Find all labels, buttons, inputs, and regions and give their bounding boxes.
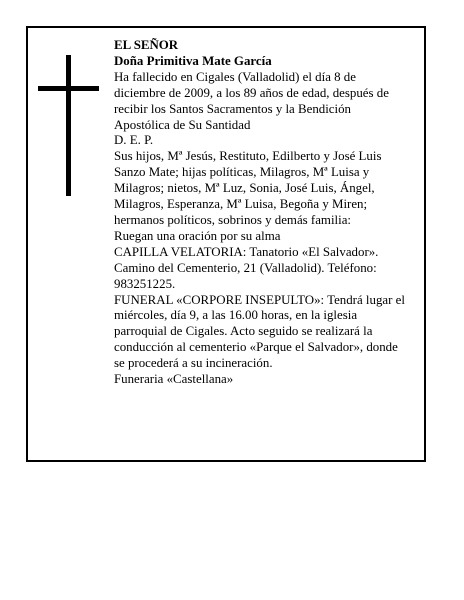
chapel-text-line: Camino del Cementerio, 21 (Valladolid). Teléfono: [114,260,377,275]
family-text-line: Milagros; nietos, Mª Luz, Sonia, José Luis, Ángel, [114,181,375,196]
death-text-line: Apostólica de Su Santidad [114,117,251,132]
funeral-text-line: miércoles, día 9, a las 16.00 horas, en la iglesia [114,308,358,323]
funeral-text-line: parroquial de Cigales. Acto seguido se realizará la [114,324,373,339]
funeral-text-line: conducción al cementerio «Parque el Salvador», donde [114,340,398,355]
death-text-line: Ha fallecido en Cigales (Valladolid) el día 8 de [114,69,356,84]
death-text-line: diciembre de 2009, a los 89 años de edad, después de [114,85,389,100]
family-text-line: Milagros, Esperanza, Mª Luisa, Begoña y Miren; [114,197,368,212]
prayer-text: Ruegan una oración por su alma [114,228,281,243]
funeral-text-line: FUNERAL «CORPORE INSEPULTO»: Tendrá lugar el [114,292,405,307]
chapel-text-line: CAPILLA VELATORIA: Tanatorio «El Salvador». [114,244,379,259]
family-text-line: hermanos políticos, sobrinos y demás familia: [114,212,352,227]
chapel-text-line: 983251225. [114,276,176,291]
obituary-text [114,38,434,388]
funeral-home-text: Funeraria «Castellana» [114,372,234,387]
family-text-line: Sanzo Mate; hijas políticas, Milagros, Mª Luisa y [114,165,370,180]
deceased-name: Doña Primitiva Mate García [114,53,272,68]
heading: EL SEÑOR [114,38,179,52]
cross-vertical-bar [66,55,71,196]
funeral-text-line: se procederá a su incineración. [114,356,273,371]
family-text-line: Sus hijos, Mª Jesús, Restituto, Edilberto y José Luis [114,149,382,164]
cross-horizontal-bar [38,86,99,91]
death-text-line: recibir los Santos Sacramentos y la Bendición [114,101,351,116]
dep-text: D. E. P. [114,133,154,148]
